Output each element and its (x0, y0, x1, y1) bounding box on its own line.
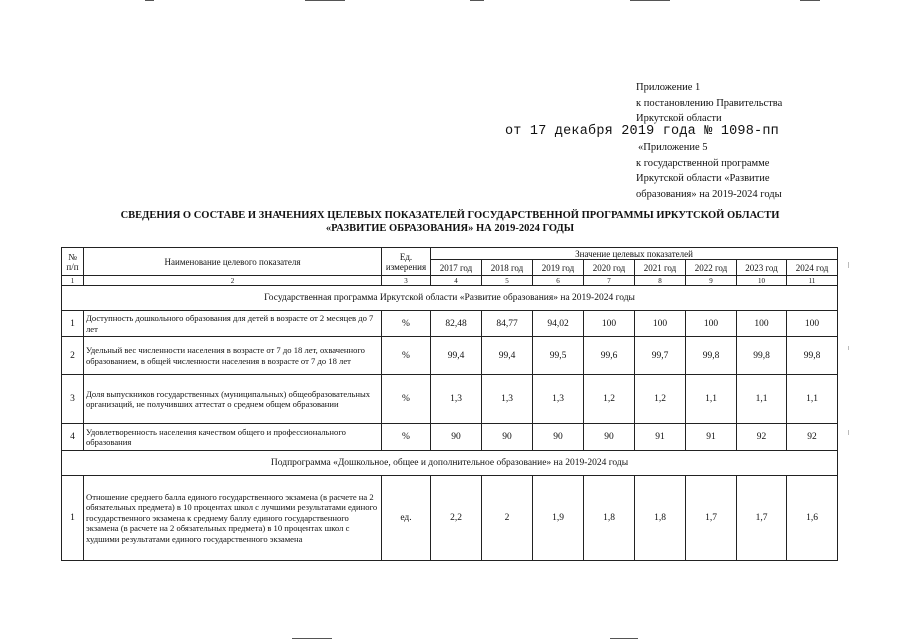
row-num: 2 (62, 337, 84, 375)
column-number: 1 (62, 276, 84, 286)
header-unit: Ед. измерения (382, 248, 431, 276)
row-value: 1,7 (686, 476, 737, 561)
scan-artifact (292, 638, 332, 639)
row-name: Доля выпускников государственных (муниципальных) общеобразовательных организаций, не получивших аттестат о среднем общем образовании (84, 375, 382, 424)
appendix-line: образования» на 2019-2024 годы (636, 188, 782, 200)
row-value: 99,8 (737, 337, 787, 375)
section-row (62, 451, 838, 476)
appendix-header (636, 80, 782, 127)
row-value: 99,8 (787, 337, 838, 375)
scan-artifact (630, 0, 670, 1)
column-number: 8 (635, 276, 686, 286)
scan-artifact (800, 0, 820, 1)
header-year: 2022 год (686, 260, 737, 276)
table-row (62, 311, 838, 337)
appendix-line: «Приложение 5 (638, 142, 708, 153)
scan-artifact (848, 262, 849, 268)
row-value: 99,7 (635, 337, 686, 375)
indicators-table (61, 247, 838, 561)
document-title (60, 209, 840, 235)
header-year: 2023 год (737, 260, 787, 276)
row-unit: ед. (382, 476, 431, 561)
header-year: 2019 год (533, 260, 584, 276)
row-value: 2,2 (431, 476, 482, 561)
row-value: 1,3 (482, 375, 533, 424)
row-value: 1,7 (737, 476, 787, 561)
row-value: 90 (584, 424, 635, 451)
scan-artifact (305, 0, 345, 1)
row-value: 82,48 (431, 311, 482, 337)
row-num: 3 (62, 375, 84, 424)
row-value: 90 (533, 424, 584, 451)
header-row (62, 248, 838, 260)
row-value: 99,8 (686, 337, 737, 375)
row-name: Доступность дошкольного образования для детей в возрасте от 2 месяцев до 7 лет (84, 311, 382, 337)
row-value: 1,1 (686, 375, 737, 424)
appendix-program-header (636, 140, 782, 202)
row-value: 90 (482, 424, 533, 451)
header-num: № п/п (62, 248, 84, 276)
row-name: Отношение среднего балла единого государственного экзамена (в расчете на 2 обязательных предмета) в 10 процентах школ с лучшими результатами единого государственного экзамена к среднему баллу единого государственного экзамена (в расчете на 2 обязательных предмета) в 10 процентах школ с худшими результатами единого государственного экзамена (84, 476, 382, 561)
header-year: 2020 год (584, 260, 635, 276)
row-value: 100 (787, 311, 838, 337)
column-number: 9 (686, 276, 737, 286)
table-row (62, 337, 838, 375)
column-numbers-row (62, 276, 838, 286)
row-unit: % (382, 337, 431, 375)
scan-artifact (470, 0, 484, 1)
appendix-line: к постановлению Правительства (636, 97, 783, 109)
column-number: 4 (431, 276, 482, 286)
header-year: 2021 год (635, 260, 686, 276)
row-value: 94,02 (533, 311, 584, 337)
column-number: 11 (787, 276, 838, 286)
row-value: 100 (686, 311, 737, 337)
table-row (62, 375, 838, 424)
row-value: 1,9 (533, 476, 584, 561)
row-value: 1,8 (635, 476, 686, 561)
appendix-line: Иркутской области «Развитие (636, 173, 770, 184)
row-value: 1,8 (584, 476, 635, 561)
row-value: 1,1 (787, 375, 838, 424)
row-value: 1,3 (533, 375, 584, 424)
appendix-line: Иркутской области (636, 113, 722, 124)
row-num: 4 (62, 424, 84, 451)
table-row (62, 424, 838, 451)
column-number: 2 (84, 276, 382, 286)
appendix-line: Приложение 1 (636, 82, 701, 93)
row-value: 99,4 (431, 337, 482, 375)
header-year: 2018 год (482, 260, 533, 276)
scan-artifact (848, 346, 849, 350)
row-value: 99,5 (533, 337, 584, 375)
header-values-group: Значение целевых показателей (431, 248, 838, 260)
scan-artifact (610, 638, 638, 639)
column-number: 10 (737, 276, 787, 286)
row-unit: % (382, 311, 431, 337)
column-number: 3 (382, 276, 431, 286)
header-year: 2017 год (431, 260, 482, 276)
scan-artifact (848, 430, 849, 435)
decree-stamp: от 17 декабря 2019 года № 1098-пп (505, 124, 779, 139)
row-unit: % (382, 375, 431, 424)
section-row (62, 286, 838, 311)
row-value: 91 (635, 424, 686, 451)
column-number: 6 (533, 276, 584, 286)
row-value: 99,6 (584, 337, 635, 375)
row-value: 1,2 (635, 375, 686, 424)
row-value: 100 (737, 311, 787, 337)
column-number: 5 (482, 276, 533, 286)
header-name: Наименование целевого показателя (84, 248, 382, 276)
title-line: «РАЗВИТИЕ ОБРАЗОВАНИЯ» НА 2019-2024 ГОДЫ (325, 223, 575, 234)
row-value: 99,4 (482, 337, 533, 375)
row-value: 1,2 (584, 375, 635, 424)
row-value: 84,77 (482, 311, 533, 337)
header-year: 2024 год (787, 260, 838, 276)
row-num: 1 (62, 476, 84, 561)
section-title: Государственная программа Иркутской области «Развитие образования» на 2019-2024 годы (62, 286, 838, 311)
row-value: 100 (584, 311, 635, 337)
row-value: 91 (686, 424, 737, 451)
row-value: 100 (635, 311, 686, 337)
column-number: 7 (584, 276, 635, 286)
row-name: Удовлетворенность населения качеством общего и профессионального образования (84, 424, 382, 451)
row-value: 90 (431, 424, 482, 451)
row-value: 1,3 (431, 375, 482, 424)
table-row (62, 476, 838, 561)
row-unit: % (382, 424, 431, 451)
section-title: Подпрограмма «Дошкольное, общее и дополнительное образование» на 2019-2024 годы (62, 451, 838, 476)
row-value: 92 (737, 424, 787, 451)
row-num: 1 (62, 311, 84, 337)
row-value: 1,1 (737, 375, 787, 424)
scan-artifact (145, 0, 154, 1)
appendix-line: к государственной программе (636, 157, 770, 169)
row-name: Удельный вес численности населения в возрасте от 7 до 18 лет, охваченного образованием, в общей численности населения в возрасте от 7 до 18 лет (84, 337, 382, 375)
row-value: 1,6 (787, 476, 838, 561)
row-value: 2 (482, 476, 533, 561)
title-line: СВЕДЕНИЯ О СОСТАВЕ И ЗНАЧЕНИЯХ ЦЕЛЕВЫХ ПОКАЗАТЕЛЕЙ ГОСУДАРСТВЕННОЙ ПРОГРАММЫ ИРКУТСКОЙ ОБЛАСТИ (120, 210, 780, 221)
row-value: 92 (787, 424, 838, 451)
